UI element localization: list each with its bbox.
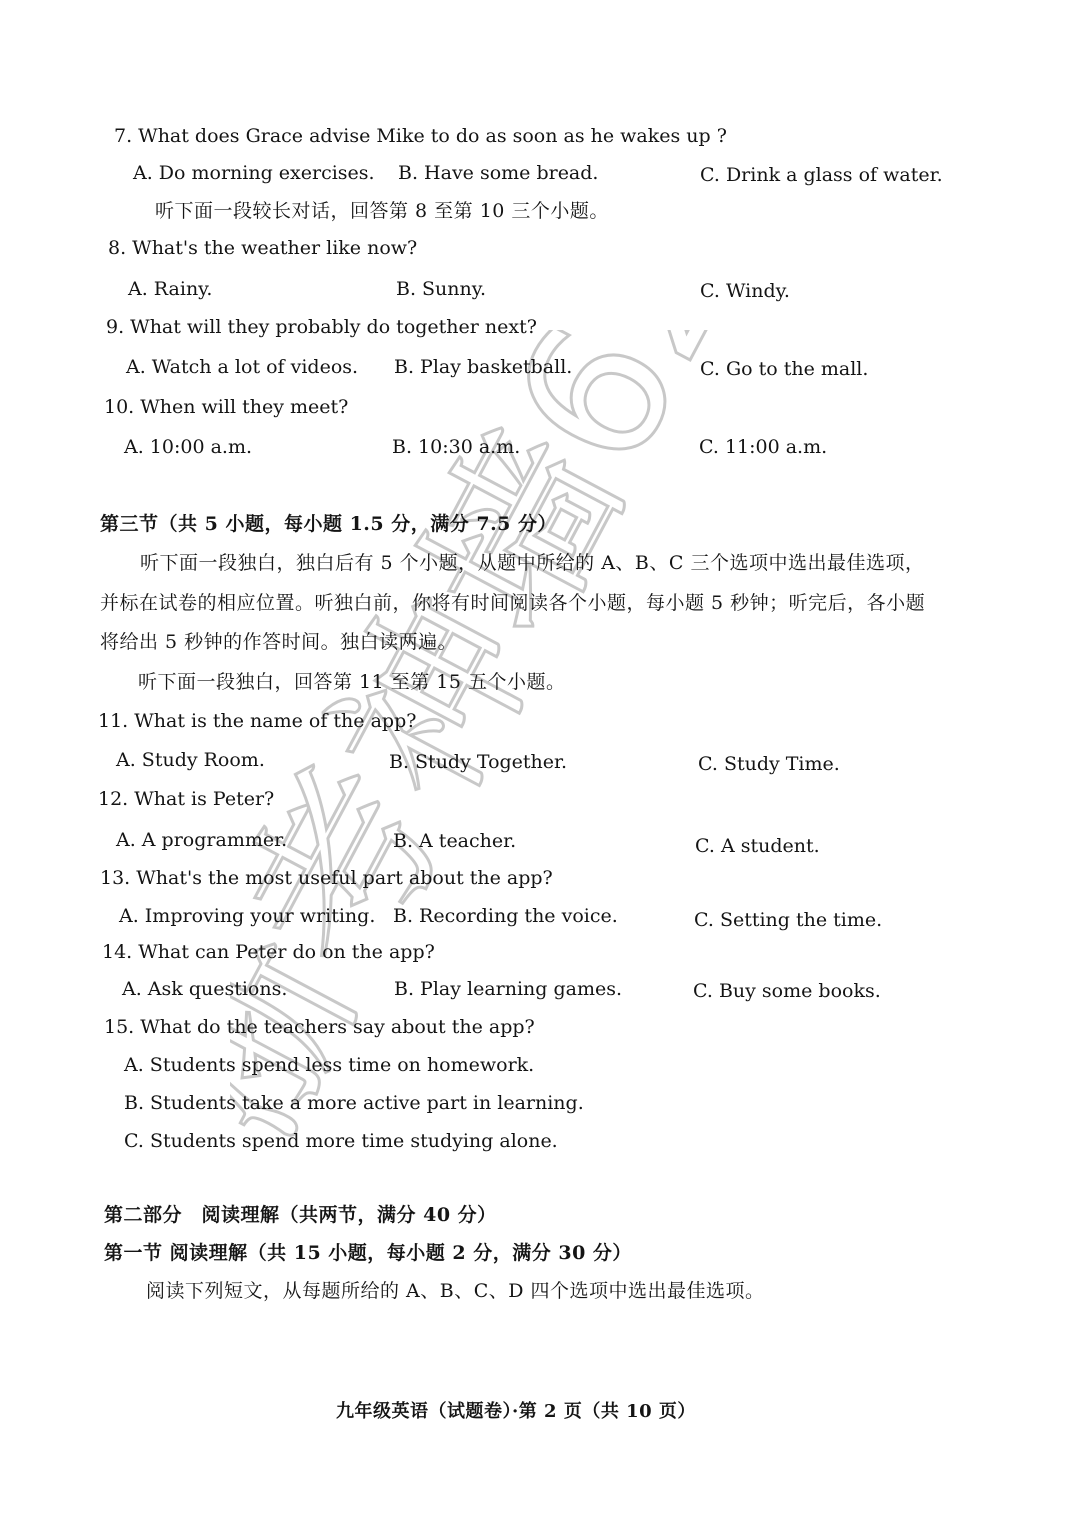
question-13-option-b: B. Recording the voice.: [393, 905, 618, 927]
question-12-option-a: A. A programmer.: [116, 829, 288, 851]
question-13-option-c: C. Setting the time.: [694, 909, 883, 931]
question-7-option-b: B. Have some bread.: [398, 162, 599, 184]
question-11-option-a: A. Study Room.: [116, 749, 265, 771]
question-9-option-c: C. Go to the mall.: [700, 358, 869, 380]
question-14-option-a: A. Ask questions.: [122, 978, 288, 1000]
question-13-option-a: A. Improving your writing.: [119, 905, 376, 927]
part-2-instruction: 阅读下列短文，从每题所给的 A、B、C、D 四个选项中选出最佳选项。: [146, 1280, 765, 1302]
question-7-stem: 7. What does Grace advise Mike to do as soon as he wakes up ?: [114, 125, 727, 147]
question-15-option-a: A. Students spend less time on homework.: [124, 1054, 535, 1076]
section-3-instruction-line-3: 将给出 5 秒钟的作答时间。独白读两遍。: [100, 631, 458, 653]
section-3-instruction-line-2: 并标在试卷的相应位置。听独白前，你将有时间阅读各个小题，每小题 5 秒钟；听完后，各小题: [100, 592, 926, 614]
question-13-stem: 13. What's the most useful part about the app?: [100, 867, 553, 889]
question-12-option-c: C. A student.: [695, 835, 820, 857]
question-11-stem: 11. What is the name of the app?: [98, 710, 417, 732]
question-10-stem: 10. When will they meet?: [104, 396, 349, 418]
question-12-stem: 12. What is Peter?: [98, 788, 275, 810]
question-10-option-a: A. 10:00 a.m.: [124, 436, 253, 458]
question-7-option-a: A. Do morning exercises.: [133, 162, 375, 184]
watermark-text: 浙考神墙620: [230, 330, 837, 1172]
question-9-option-b: B. Play basketball.: [394, 356, 573, 378]
instruction-11-15: 听下面一段独白，回答第 11 至第 15 五个小题。: [138, 671, 566, 693]
question-9-option-a: A. Watch a lot of videos.: [126, 356, 359, 378]
question-12-option-b: B. A teacher.: [393, 830, 517, 852]
question-10-option-b: B. 10:30 a.m.: [392, 436, 521, 458]
question-8-option-c: C. Windy.: [700, 280, 790, 302]
question-9-stem: 9. What will they probably do together next?: [106, 316, 537, 338]
question-15-stem: 15. What do the teachers say about the app?: [104, 1016, 535, 1038]
question-14-stem: 14. What can Peter do on the app?: [102, 941, 435, 963]
question-14-option-b: B. Play learning games.: [394, 978, 623, 1000]
instruction-8-10: 听下面一段较长对话，回答第 8 至第 10 三个小题。: [155, 200, 609, 222]
section-3-instruction-line-1: 听下面一段独白，独白后有 5 个小题，从题中所给的 A、B、C 三个选项中选出最佳选项，: [140, 552, 925, 574]
page-footer: 九年级英语（试题卷）·第 2 页（共 10 页）: [336, 1401, 696, 1422]
question-10-option-c: C. 11:00 a.m.: [699, 436, 828, 458]
question-11-option-c: C. Study Time.: [698, 753, 840, 775]
question-14-option-c: C. Buy some books.: [693, 980, 881, 1002]
question-8-stem: 8. What's the weather like now?: [108, 237, 418, 259]
question-15-option-c: C. Students spend more time studying alone.: [124, 1130, 558, 1152]
question-11-option-b: B. Study Together.: [389, 751, 568, 773]
part-2-heading: 第二部分 阅读理解（共两节，满分 40 分）: [104, 1204, 497, 1226]
question-15-option-b: B. Students take a more active part in learning.: [124, 1092, 584, 1114]
question-8-option-b: B. Sunny.: [396, 278, 487, 300]
part-2-section-1-heading: 第一节 阅读理解（共 15 小题，每小题 2 分，满分 30 分）: [104, 1242, 632, 1264]
question-7-option-c: C. Drink a glass of water.: [700, 164, 943, 186]
question-8-option-a: A. Rainy.: [128, 278, 213, 300]
section-3-heading: 第三节（共 5 小题，每小题 1.5 分，满分 7.5 分）: [100, 513, 558, 535]
